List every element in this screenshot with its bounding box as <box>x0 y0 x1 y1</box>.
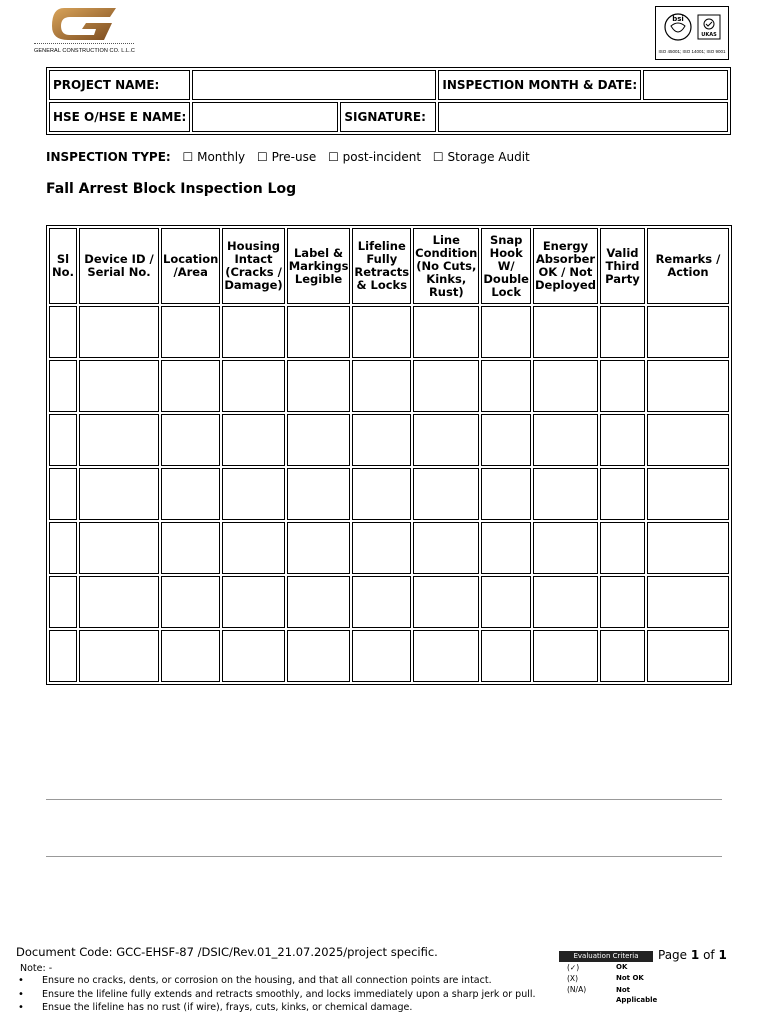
table-cell[interactable] <box>161 360 220 412</box>
col-sl-no: Sl No. <box>49 228 77 304</box>
table-cell[interactable] <box>481 522 531 574</box>
table-cell[interactable] <box>287 522 351 574</box>
evaluation-criteria-title: Evaluation Criteria <box>559 951 653 962</box>
table-cell[interactable] <box>533 360 598 412</box>
col-remarks: Remarks / Action <box>647 228 729 304</box>
table-cell[interactable] <box>533 306 598 358</box>
table-cell[interactable] <box>413 306 479 358</box>
table-cell[interactable] <box>222 576 284 628</box>
col-lifeline-retracts: Lifeline Fully Retracts & Locks <box>352 228 411 304</box>
table-cell[interactable] <box>413 468 479 520</box>
option-pre-use[interactable]: ☐ Pre-use <box>256 150 317 164</box>
table-cell[interactable] <box>287 630 351 682</box>
table-cell[interactable] <box>49 468 77 520</box>
table-cell[interactable] <box>161 522 220 574</box>
table-cell[interactable] <box>413 414 479 466</box>
note-item: • Ensure the lifeline fully extends and retracts smoothly, and locks immediately upon a sharp jerk or pull. <box>18 988 536 1000</box>
inspection-type-label: INSPECTION TYPE: <box>46 150 171 164</box>
table-cell[interactable] <box>600 468 645 520</box>
table-cell[interactable] <box>533 468 598 520</box>
table-row <box>49 414 729 466</box>
table-cell[interactable] <box>49 522 77 574</box>
table-cell[interactable] <box>352 414 411 466</box>
header-form <box>46 67 731 135</box>
table-cell[interactable] <box>79 522 159 574</box>
table-cell[interactable] <box>533 630 598 682</box>
table-cell[interactable] <box>481 468 531 520</box>
table-cell[interactable] <box>287 360 351 412</box>
note-item: • Ensure no cracks, dents, or corrosion on the housing, and that all connection points are intact. <box>18 975 492 986</box>
table-row <box>49 522 729 574</box>
hse-name-label: HSE O/HSE E NAME: <box>49 102 190 132</box>
bsi-ukas-icon <box>656 7 728 47</box>
table-cell[interactable] <box>413 576 479 628</box>
col-valid-third-party: Valid Third Party <box>600 228 645 304</box>
table-cell[interactable] <box>352 630 411 682</box>
company-name: GENERAL CONSTRUCTION CO. L.L.C <box>34 48 135 54</box>
table-cell[interactable] <box>79 360 159 412</box>
table-cell[interactable] <box>352 306 411 358</box>
notes-list <box>18 975 536 1016</box>
table-cell[interactable] <box>413 360 479 412</box>
log-title: Fall Arrest Block Inspection Log <box>46 181 297 197</box>
col-location: Location /Area <box>161 228 220 304</box>
table-cell[interactable] <box>79 468 159 520</box>
hse-name-field[interactable] <box>192 102 338 132</box>
checkbox-icon[interactable]: ☐ <box>256 150 268 164</box>
logo-arabic-text <box>34 43 134 47</box>
table-cell[interactable] <box>647 414 729 466</box>
document-code: Document Code: GCC-EHSF-87 /DSIC/Rev.01_21.07.2025/project specific. <box>16 945 438 959</box>
checkbox-icon[interactable]: ☐ <box>182 150 194 164</box>
table-row <box>49 630 729 682</box>
criteria-na: (N/A) Not Applicable <box>567 985 658 1004</box>
col-snap-hook: Snap Hook W/ Double Lock <box>481 228 531 304</box>
table-cell[interactable] <box>647 360 729 412</box>
table-cell[interactable] <box>49 630 77 682</box>
table-cell[interactable] <box>49 360 77 412</box>
table-cell[interactable] <box>287 576 351 628</box>
table-cell[interactable] <box>647 468 729 520</box>
table-cell[interactable] <box>600 630 645 682</box>
table-cell[interactable] <box>481 306 531 358</box>
table-cell[interactable] <box>647 522 729 574</box>
table-cell[interactable] <box>352 360 411 412</box>
table-cell[interactable] <box>161 414 220 466</box>
table-cell[interactable] <box>79 306 159 358</box>
col-housing-intact: Housing Intact (Cracks / Damage) <box>222 228 284 304</box>
table-cell[interactable] <box>647 306 729 358</box>
certification-text: ISO 45001; ISO 14001; ISO 9001 <box>658 49 726 54</box>
criteria-not-ok: (X) Not OK <box>567 974 644 983</box>
note-label: Note: - <box>20 963 53 974</box>
table-cell[interactable] <box>481 630 531 682</box>
evaluation-criteria <box>559 951 658 1006</box>
table-cell[interactable] <box>79 630 159 682</box>
table-row <box>49 360 729 412</box>
table-cell[interactable] <box>600 306 645 358</box>
log-header-row <box>49 228 729 304</box>
table-cell[interactable] <box>352 576 411 628</box>
log-body <box>49 306 729 682</box>
divider-line <box>46 799 722 800</box>
divider-line <box>46 856 722 857</box>
table-cell[interactable] <box>222 630 284 682</box>
table-cell[interactable] <box>600 576 645 628</box>
table-cell[interactable] <box>287 414 351 466</box>
inspection-date-field[interactable] <box>643 70 728 100</box>
inspection-log-table <box>46 225 732 685</box>
table-cell[interactable] <box>161 306 220 358</box>
table-cell[interactable] <box>533 522 598 574</box>
svg-text:bsi: bsi <box>672 15 684 23</box>
table-cell[interactable] <box>222 360 284 412</box>
table-cell[interactable] <box>600 522 645 574</box>
table-cell[interactable] <box>481 414 531 466</box>
checkbox-icon[interactable]: ☐ <box>432 150 444 164</box>
table-cell[interactable] <box>79 576 159 628</box>
table-cell[interactable] <box>647 576 729 628</box>
table-cell[interactable] <box>287 468 351 520</box>
table-cell[interactable] <box>533 576 598 628</box>
signature-label: SIGNATURE: <box>340 102 436 132</box>
table-cell[interactable] <box>413 630 479 682</box>
page-number: Page 1 of 1 <box>658 948 727 962</box>
col-label-markings: Label & Markings Legible <box>287 228 351 304</box>
note-item: • Ensue the lifeline has no rust (if wire), frays, cuts, kinks, or chemical damage. <box>18 1002 413 1013</box>
table-cell[interactable] <box>413 522 479 574</box>
inspection-date-label: INSPECTION MONTH & DATE: <box>438 70 641 100</box>
table-cell[interactable] <box>481 576 531 628</box>
signature-field[interactable] <box>438 102 728 132</box>
table-cell[interactable] <box>647 630 729 682</box>
checkbox-icon[interactable]: ☐ <box>328 150 339 164</box>
col-energy-absorber: Energy Absorber OK / Not Deployed <box>533 228 598 304</box>
table-cell[interactable] <box>600 414 645 466</box>
table-row <box>49 576 729 628</box>
option-storage-audit[interactable]: ☐ Storage Audit <box>432 150 530 164</box>
table-cell[interactable] <box>222 306 284 358</box>
table-cell[interactable] <box>481 360 531 412</box>
inspection-type <box>46 150 530 164</box>
table-cell[interactable] <box>222 522 284 574</box>
table-cell[interactable] <box>161 468 220 520</box>
table-cell[interactable] <box>600 360 645 412</box>
table-cell[interactable] <box>222 414 284 466</box>
col-line-condition: Line Condition (No Cuts, Kinks, Rust) <box>413 228 479 304</box>
table-row <box>49 306 729 358</box>
table-cell[interactable] <box>287 306 351 358</box>
table-cell[interactable] <box>222 468 284 520</box>
table-cell[interactable] <box>161 630 220 682</box>
table-cell[interactable] <box>352 468 411 520</box>
table-cell[interactable] <box>533 414 598 466</box>
project-name-label: PROJECT NAME: <box>49 70 190 100</box>
option-post-incident[interactable]: ☐ post-incident <box>328 150 422 164</box>
table-row <box>49 468 729 520</box>
criteria-ok: (✓) OK <box>567 963 628 972</box>
table-cell[interactable] <box>352 522 411 574</box>
table-cell[interactable] <box>49 414 77 466</box>
table-cell[interactable] <box>161 576 220 628</box>
option-monthly[interactable]: ☐ Monthly <box>182 150 246 164</box>
svg-text:UKAS: UKAS <box>701 32 717 38</box>
table-cell[interactable] <box>49 576 77 628</box>
table-cell[interactable] <box>49 306 77 358</box>
col-device-id: Device ID / Serial No. <box>79 228 159 304</box>
table-cell[interactable] <box>79 414 159 466</box>
project-name-field[interactable] <box>192 70 436 100</box>
